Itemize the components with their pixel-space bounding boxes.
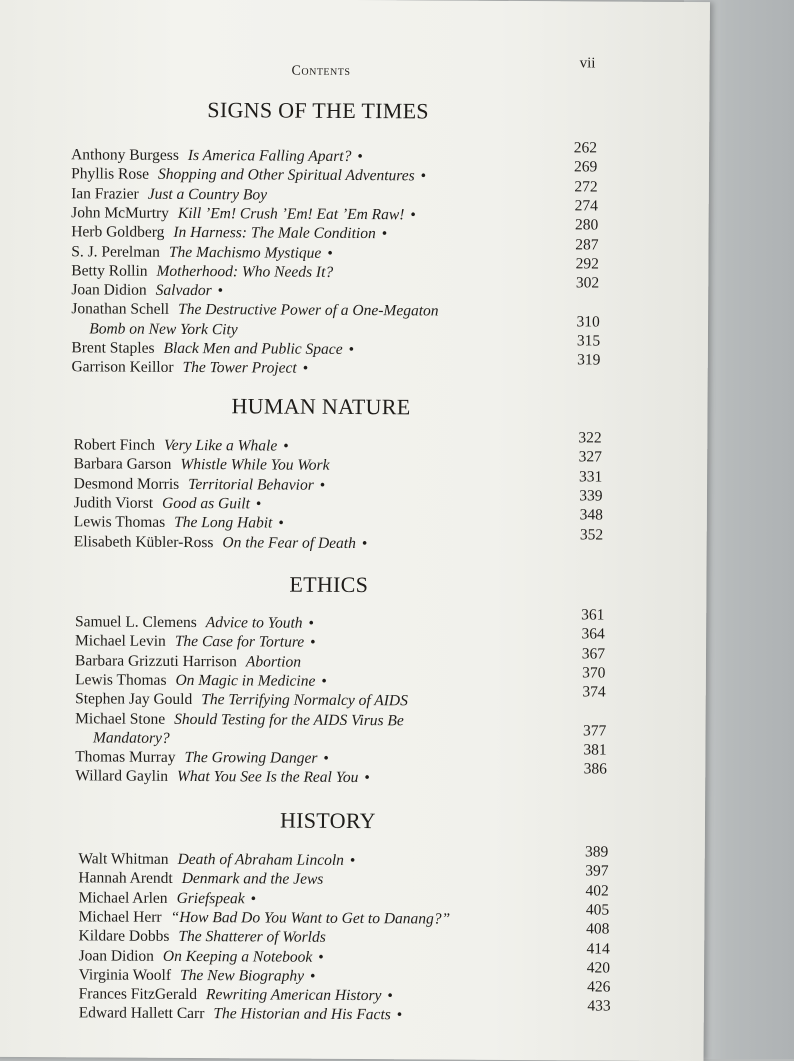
entry-title-cont: Mandatory? (92, 729, 170, 747)
toc-entry[interactable] (79, 1004, 403, 1026)
entry-page-number: 374 (582, 683, 606, 701)
entry-bullet: • (217, 282, 224, 300)
entry-bullet: • (396, 1006, 403, 1024)
entry-bullet: • (255, 495, 262, 513)
entry-title: Black Men and Public Space (163, 339, 343, 358)
entry-bullet: • (420, 167, 427, 185)
toc-entry[interactable] (79, 927, 326, 949)
entry-page-number: 352 (579, 525, 604, 544)
entry-title: Should Testing for the AIDS Virus Be (174, 710, 404, 729)
entry-bullet: • (310, 967, 316, 985)
entry-bullet: • (250, 889, 257, 908)
entry-bullet: • (348, 340, 355, 359)
entry-author: Joan Didion (78, 946, 155, 965)
toc-entry[interactable] (74, 435, 289, 456)
toc-entry[interactable] (71, 261, 333, 283)
entry-title: Very Like a Whale (163, 436, 278, 455)
entry-author: Michael Stone (75, 709, 166, 728)
entry-author: Michael Levin (74, 632, 166, 651)
entry-author: Michael Herr (78, 908, 162, 926)
entry-author: Anthony Burgess (71, 146, 179, 164)
toc-entry[interactable] (75, 612, 314, 633)
entry-author: Michael Arlen (78, 888, 168, 907)
entry-title: The Case for Torture (174, 633, 305, 651)
entry-author: John McMurtry (71, 204, 169, 222)
entry-page-number: 322 (578, 429, 602, 447)
toc-entry[interactable] (74, 493, 262, 514)
entry-bullet: • (327, 244, 333, 262)
entry-bullet: • (318, 948, 324, 966)
entry-title: Motherhood: Who Needs It? (156, 262, 334, 281)
entry-page-number: 397 (585, 862, 609, 880)
entry-title: Denmark and the Jews (181, 870, 324, 889)
entry-page-number: 370 (582, 664, 606, 682)
entry-page-number: 426 (587, 978, 611, 996)
toc-entry[interactable] (74, 474, 326, 496)
entry-title: On Magic in Medicine (175, 671, 316, 690)
page-number: vii (579, 55, 596, 72)
entry-title: Kill ’Em! Crush ’Em! Eat ’Em Raw! (177, 204, 405, 224)
entry-title: Whistle While You Work (180, 456, 330, 475)
entry-page-number: 408 (586, 920, 610, 938)
entry-title: In Harness: The Male Condition (173, 224, 376, 243)
entry-author: Robert Finch (73, 436, 156, 454)
entry-title: The New Biography (180, 966, 305, 985)
toc-entry[interactable] (75, 670, 327, 692)
entry-title: The Destructive Power of a One-Megaton (178, 301, 439, 320)
entry-author: Thomas Murray (75, 748, 176, 767)
entry-bullet: • (319, 476, 326, 494)
entry-bullet: • (283, 437, 289, 455)
entry-page-number: 287 (575, 235, 599, 253)
entry-bullet: • (302, 359, 309, 378)
entry-title: Death of Abraham Lincoln (177, 850, 344, 869)
entry-page-number: 420 (586, 959, 611, 977)
entry-author: Garrison Keillor (71, 358, 174, 377)
section-heading: ETHICS (289, 571, 369, 598)
entry-author: Desmond Morris (73, 474, 180, 493)
entry-page-number: 280 (574, 216, 599, 234)
toc-entry[interactable] (71, 184, 267, 205)
entry-author: Willard Gaylin (75, 767, 169, 786)
entry-author: Barbara Garson (73, 455, 172, 474)
toc-entry[interactable] (71, 358, 308, 379)
toc-entry[interactable] (71, 145, 363, 167)
toc-entry[interactable] (71, 280, 223, 301)
entry-title: The Tower Project (182, 359, 297, 377)
entry-bullet: • (321, 672, 327, 690)
entry-author: Samuel L. Clemens (74, 613, 197, 632)
toc-entry[interactable] (79, 946, 324, 967)
entry-page-number: 386 (583, 760, 607, 778)
entry-page-number: 361 (581, 606, 605, 624)
toc-entry[interactable] (71, 242, 333, 264)
entry-title: The Machismo Mystique (168, 243, 322, 262)
toc-entry[interactable] (78, 849, 355, 871)
entry-author: Joan Didion (71, 281, 147, 299)
entry-title: Good as Guilt (162, 494, 250, 513)
entry-page-number: 331 (578, 467, 603, 486)
entry-bullet: • (387, 987, 393, 1005)
section-heading: SIGNS OF THE TIMES (207, 97, 429, 124)
entry-page-number: 327 (578, 448, 602, 466)
entry-page-number: 367 (581, 644, 606, 663)
entry-bullet: • (278, 514, 284, 532)
entry-title: On the Fear of Death (222, 533, 356, 552)
toc-entry[interactable] (79, 965, 316, 986)
entry-author: Edward Hallett Carr (78, 1004, 205, 1023)
entry-bullet: • (361, 534, 368, 552)
entry-title: Abortion (245, 652, 302, 671)
entry-page-number: 339 (579, 487, 603, 505)
toc-entry[interactable] (74, 532, 368, 554)
toc-entry[interactable] (71, 338, 354, 360)
entry-title: Griefspeak (176, 889, 245, 907)
entry-title: The Long Habit (174, 514, 273, 532)
entry-title: On Keeping a Notebook (162, 947, 313, 966)
toc-entry[interactable] (74, 512, 284, 533)
entry-title: Rewriting American History (206, 986, 382, 1005)
entry-page-number: 315 (576, 332, 601, 350)
entry-page-number: 405 (585, 901, 610, 919)
entry-author: Kildare Dobbs (78, 927, 170, 946)
toc-entry[interactable] (78, 869, 323, 890)
entry-page-number: 302 (575, 274, 600, 292)
entry-page-number: 364 (581, 625, 605, 643)
entry-page-number: 292 (575, 255, 599, 273)
entry-title: Territorial Behavior (188, 475, 314, 494)
entry-page-number: 414 (586, 939, 610, 958)
entry-title-continuation (93, 728, 170, 748)
entry-page-number: 381 (583, 741, 607, 759)
entry-page-number: 274 (574, 197, 599, 215)
entry-title: Shopping and Other Spiritual Adventures (158, 166, 415, 185)
entry-page-number: 269 (574, 158, 598, 176)
entry-author: Barbara Grizzuti Harrison (75, 651, 237, 670)
entry-page-number: 348 (579, 506, 603, 524)
toc-entry[interactable] (74, 455, 330, 477)
entry-author: Stephen Jay Gould (75, 690, 193, 709)
entry-author: Jonathan Schell (71, 300, 170, 319)
entry-bullet: • (381, 225, 388, 243)
entry-author: Frances FitzGerald (78, 985, 198, 1004)
entry-title: The Terrifying Normalcy of AIDS (201, 691, 408, 710)
entry-author: Ian Frazier (71, 184, 139, 203)
section-heading: HISTORY (279, 807, 376, 834)
entry-page-number: 272 (574, 177, 598, 196)
toc-entry[interactable] (75, 651, 301, 672)
toc-entry[interactable] (75, 747, 329, 769)
entry-author: Herb Goldberg (71, 223, 165, 242)
entry-author: Lewis Thomas (73, 513, 166, 532)
entry-bullet: • (308, 614, 315, 632)
entry-author: Betty Rollin (71, 262, 148, 280)
entry-author: Phyllis Rose (71, 165, 150, 184)
entry-author: Judith Viorst (73, 494, 154, 512)
entry-author: S. J. Perelman (71, 242, 161, 261)
entry-author: Lewis Thomas (75, 671, 167, 689)
entry-title: Is America Falling Apart? (187, 146, 352, 165)
entry-page-number: 377 (582, 722, 607, 740)
entry-title-continuation (89, 319, 238, 340)
entry-bullet: • (310, 634, 316, 652)
toc-entry[interactable] (78, 888, 256, 909)
toc-entry[interactable] (75, 767, 370, 789)
entry-bullet: • (410, 206, 416, 224)
entry-page-number: 389 (584, 843, 609, 861)
running-head: Contents (291, 63, 351, 79)
entry-page-number: 319 (577, 351, 601, 369)
entry-bullet: • (323, 749, 329, 767)
entry-title: Advice to Youth (205, 614, 303, 632)
entry-author: Elisabeth Kübler-Ross (73, 532, 214, 551)
entry-title-cont: Bomb on New York City (89, 320, 238, 338)
entry-title: What You See Is the Real You (176, 768, 359, 787)
entry-author: Virginia Woolf (78, 966, 172, 984)
toc-entry[interactable] (75, 632, 316, 653)
entry-title: Just a Country Boy (147, 185, 268, 204)
entry-page-number: 433 (587, 997, 611, 1015)
entry-title: The Shatterer of Worlds (178, 928, 326, 947)
entry-title: Salvador (155, 281, 212, 300)
entry-author: Brent Staples (71, 339, 155, 357)
entry-title: The Growing Danger (184, 749, 318, 767)
entry-page-number: 402 (585, 882, 609, 900)
entry-title: The Historian and His Facts (213, 1005, 391, 1024)
entry-bullet: • (357, 148, 363, 166)
entry-author: Hannah Arendt (78, 869, 173, 888)
entry-author: Walt Whitman (78, 850, 169, 868)
entry-page-number: 262 (573, 139, 598, 157)
entry-bullet: • (364, 769, 370, 787)
entry-bullet: • (349, 851, 356, 870)
entry-title: “How Bad Do You Want to Get to Danang?” (170, 908, 451, 928)
entry-page-number: 310 (576, 313, 600, 331)
section-heading: HUMAN NATURE (231, 393, 411, 420)
